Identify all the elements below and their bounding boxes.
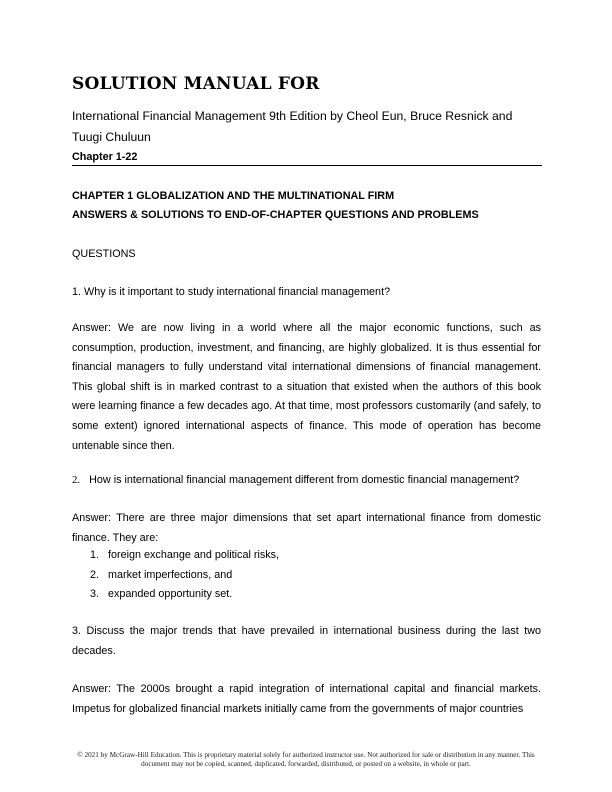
answer-3: Answer: The 2000s brought a rapid integration of international capital and financial markets. Impetus for globalized financial markets initially came from the governments of major countries — [72, 683, 541, 715]
list-item: 1. foreign exchange and political risks, — [90, 549, 280, 561]
question-2-number: 2. — [72, 474, 81, 486]
chapter-heading: CHAPTER 1 GLOBALIZATION AND THE MULTINATIONAL FIRM — [72, 190, 395, 202]
question-1: 1. Why is it important to study international financial management? — [72, 286, 391, 298]
answer-2: Answer: There are three major dimensions that set apart international finance from domestic finance. They are: — [72, 512, 541, 544]
question-3: 3. Discuss the major trends that have prevailed in international business during the last two decades. — [72, 625, 541, 657]
copyright-footer: © 2021 by McGraw-Hill Education. This is proprietary material solely for authorized instructor use. Not authorized for sale or distribution in any manner. This document may not be copied, scanned, duplicated, forwarded, distributed, or posted on a website, in whole or part. — [77, 751, 535, 768]
question-2-text: How is international financial management different from domestic financial management? — [89, 474, 520, 486]
question-2 — [72, 471, 541, 491]
list-item: 3. expanded opportunity set. — [90, 588, 233, 601]
document-title: SOLUTION MANUAL FOR — [72, 74, 320, 94]
chapter-range: Chapter 1-22 — [72, 151, 138, 163]
answers-heading: ANSWERS & SOLUTIONS TO END-OF-CHAPTER QUESTIONS AND PROBLEMS — [72, 209, 479, 221]
answer-2-list — [90, 546, 279, 605]
header-divider — [72, 165, 542, 166]
list-item: 2. market imperfections, and — [90, 568, 233, 581]
book-subtitle: International Financial Management 9th Edition by Cheol Eun, Bruce Resnick and Tuugi Chuluun — [72, 109, 513, 144]
answer-1: Answer: We are now living in a world where all the major economic functions, such as consumption, production, investment, and financing, are highly globalized. It is thus essential for financial managers to fully understand vital international dimensions of financial management. This global shift is in marked contrast to a situation that existed when the authors of this book were learning finance a few decades ago. At that time, most professors customarily (and safely, to some extent) ignored international aspects of finance. This mode of operation has become untenable since then. — [72, 322, 541, 452]
section-label: QUESTIONS — [72, 248, 136, 260]
